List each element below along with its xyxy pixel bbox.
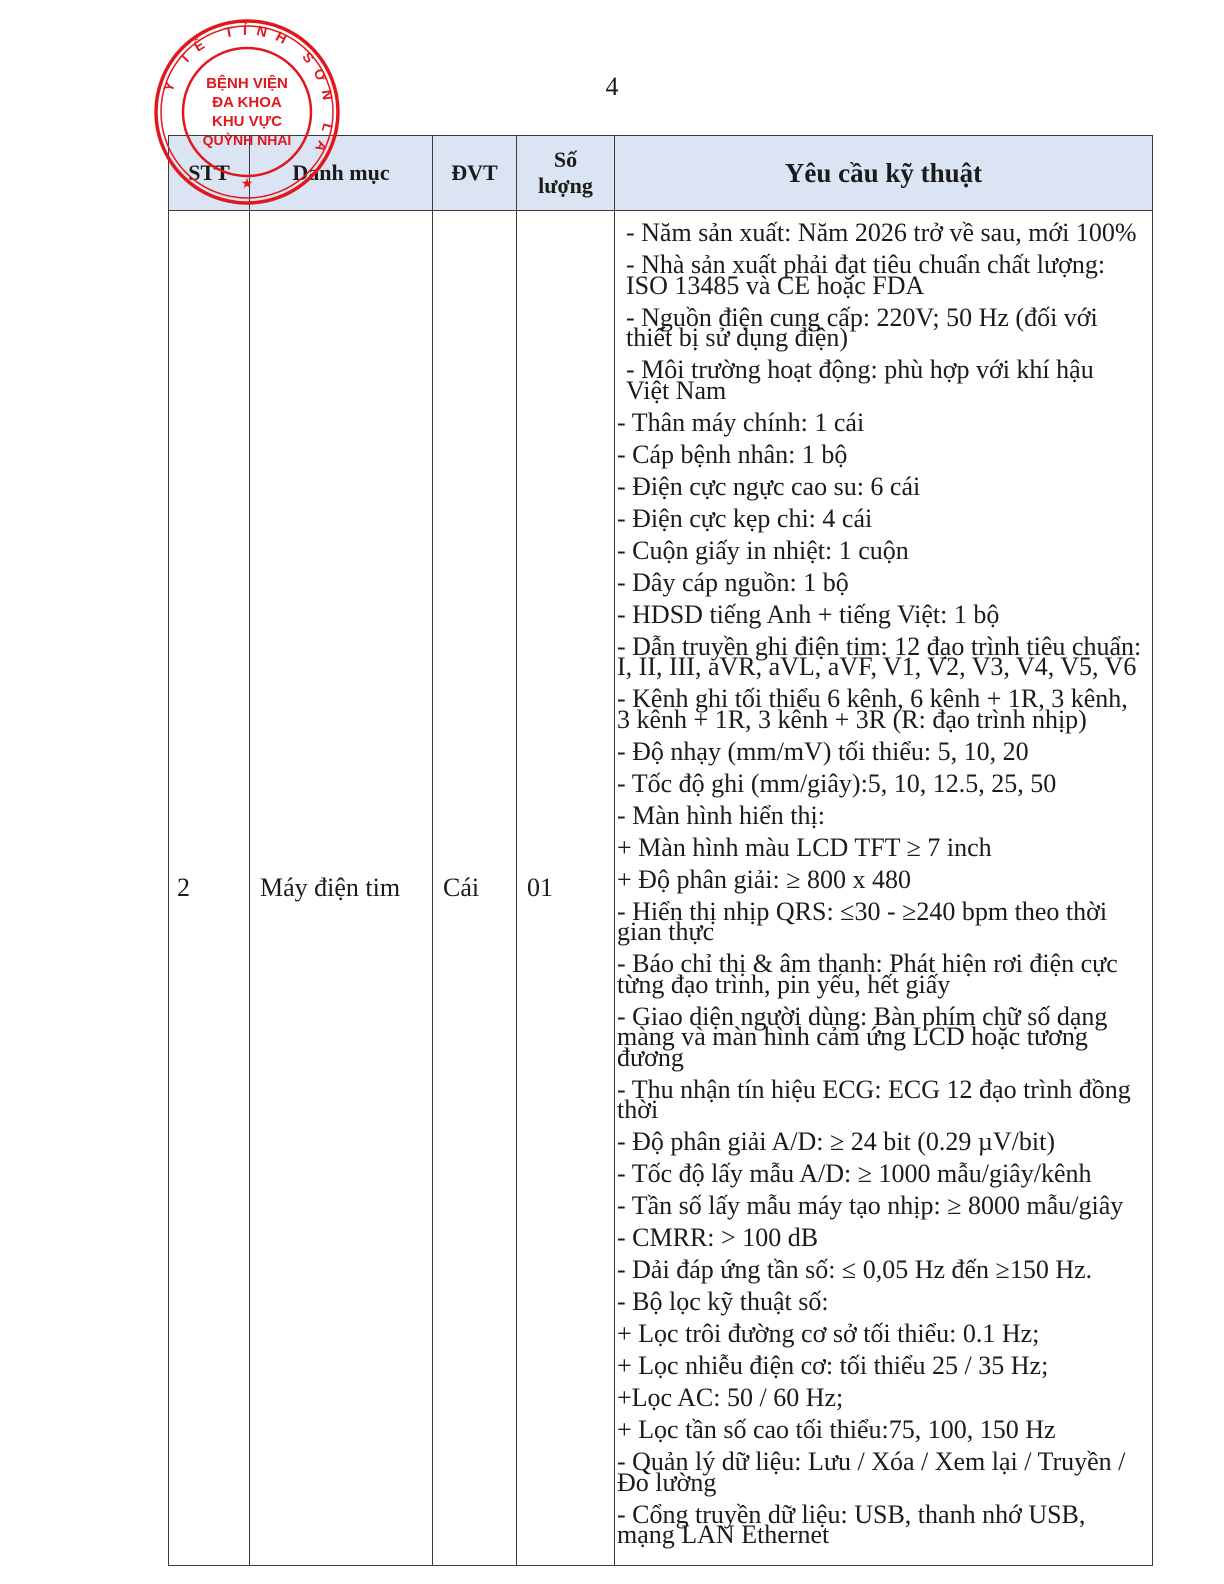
requirement-item: - Cổng truyền dữ liệu: USB, thanh nhớ USB, mạng LAN Ethernet [617,1499,1086,1549]
stamp-ring-text: Y TẾ TỈNH SƠN LA [159,21,338,163]
header-qty [517,136,615,211]
requirement-item: - Dây cáp nguồn: 1 bộ [617,567,849,597]
requirement-item: - Nguồn điện cung cấp: 220V; 50 Hz (đối với thiết bị sử dụng điện) [626,302,1098,352]
cell-unit: Cái [433,211,517,1566]
header-stt: STT [169,136,250,211]
requirement-item: - Bộ lọc kỹ thuật số: [617,1287,829,1316]
requirement-item: - Dẫn truyền ghi điện tim: 12 đạo trình tiêu chuẩn: I, II, III, aVR, aVL, aVF, V1, V2, V3, V4, V5, V6 [617,631,1142,681]
requirement-item: - Nhà sản xuất phải đạt tiêu chuẩn chất lượng: ISO 13485 và CE hoặc FDA [626,250,1106,300]
spec-table [168,135,1153,1566]
requirement-item: - Môi trường hoạt động: phù hợp với khí hậu Việt Nam [626,355,1094,405]
requirement-item: - Hiển thị nhịp QRS: ≤30 - ≥240 bpm theo thời gian thực [617,896,1108,946]
requirement-item: - Điện cực kẹp chi: 4 cái [617,503,873,533]
requirement-item: - Quản lý dữ liệu: Lưu / Xóa / Xem lại / Truyền / Đo lường [617,1447,1126,1497]
requirement-item: - Giao diện người dùng: Bàn phím chữ số dạng màng và màn hình cảm ứng LCD hoặc tương đương [617,1001,1108,1072]
page-number: 4 [605,72,619,101]
requirement-item: + Độ phân giải: ≥ 800 x 480 [617,864,911,894]
requirement-item: - Tốc độ lấy mẫu A/D: ≥ 1000 mẫu/giây/kênh [617,1159,1092,1188]
header-unit: ĐVT [433,136,517,211]
table-row [169,211,1153,1566]
requirement-item: - Màn hình hiển thị: [617,800,825,830]
cell-qty: 01 [517,211,615,1566]
requirement-item: + Lọc trôi đường cơ sở tối thiểu: 0.1 Hz; [617,1319,1040,1348]
requirement-item: - Dải đáp ứng tần số: ≤ 0,05 Hz đến ≥150 Hz. [617,1255,1093,1284]
requirement-item: + Màn hình màu LCD TFT ≥ 7 inch [617,832,992,862]
requirement-item: +Lọc AC: 50 / 60 Hz; [617,1383,844,1412]
requirement-item: - Năm sản xuất: Năm 2026 trở về sau, mới 100% [626,218,1137,247]
stamp-line-2: ĐA KHOA [212,94,282,111]
requirement-item: - Thân máy chính: 1 cái [617,407,865,437]
requirement-item: - Tốc độ ghi (mm/giây):5, 10, 12.5, 25, 50 [617,768,1057,798]
requirement-item: + Lọc nhiễu điện cơ: tối thiểu 25 / 35 Hz; [617,1351,1049,1380]
requirement-item: - Điện cực ngực cao su: 6 cái [617,471,921,501]
cell-stt: 2 [169,211,250,1566]
cell-requirements [615,211,1153,1566]
requirement-item: - CMRR: > 100 dB [617,1223,819,1252]
requirement-item: - Tần số lấy mẫu máy tạo nhịp: ≥ 8000 mẫu/giây [617,1191,1124,1220]
requirement-item: - Độ nhạy (mm/mV) tối thiểu: 5, 10, 20 [617,736,1029,766]
requirement-item: - Báo chỉ thị & âm thanh: Phát hiện rơi điện cực từng đạo trình, pin yếu, hết giấy [617,949,1118,999]
requirement-item: - Cuộn giấy in nhiệt: 1 cuộn [617,535,909,565]
requirement-item: + Lọc tần số cao tối thiểu:75, 100, 150 Hz [617,1415,1056,1444]
stamp-line-3: KHU VỰC [212,113,282,130]
requirement-item: - Cáp bệnh nhân: 1 bộ [617,439,848,469]
header-requirements: Yêu cầu kỹ thuật [615,136,1153,211]
stamp-line-1: BỆNH VIỆN [206,75,288,92]
table-header-row [169,136,1153,211]
cell-name: Máy điện tim [250,211,433,1566]
requirement-item: - Độ phân giải A/D: ≥ 24 bit (0.29 µV/bit) [617,1127,1055,1156]
stamp-line-4: QUỲNH NHAI [202,132,292,148]
header-qty-line1: Số [553,146,578,172]
stamp-star-icon: ★ [240,176,254,192]
requirement-item: - HDSD tiếng Anh + tiếng Việt: 1 bộ [617,599,1000,629]
requirement-item: - Kênh ghi tối thiểu 6 kênh, 6 kênh + 1R, 3 kênh, 3 kênh + 1R, 3 kênh + 3R (R: đạo trình nhịp) [617,684,1128,734]
requirement-item: - Thu nhận tín hiệu ECG: ECG 12 đạo trình đồng thời [617,1074,1131,1124]
header-name: Danh mục [250,136,433,211]
header-qty-line2: lượng [538,173,593,198]
